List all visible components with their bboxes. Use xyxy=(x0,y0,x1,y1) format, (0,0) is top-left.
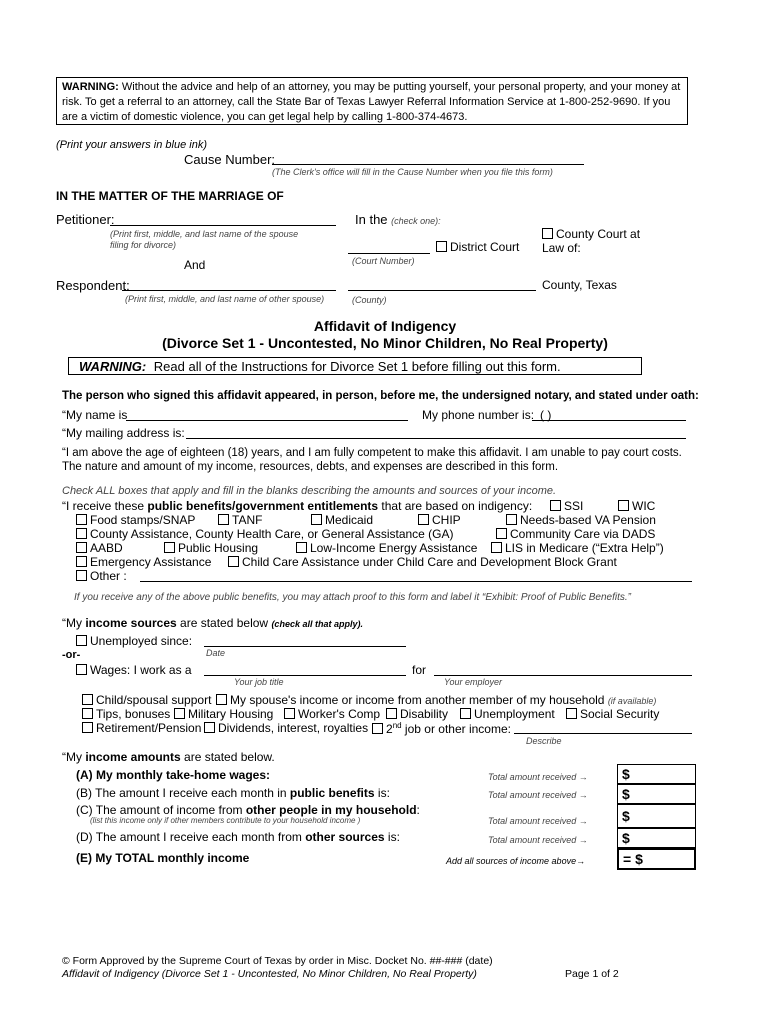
wic-label: WIC xyxy=(632,499,656,513)
benefits-lead-c: that are based on indigency: xyxy=(378,499,533,513)
unemployment-label: Unemployment xyxy=(474,707,555,721)
child-care-checkbox[interactable] xyxy=(228,556,239,567)
row-b-label-a: (B) The amount I receive each month in xyxy=(76,786,290,800)
row-d-hint: Total amount received → xyxy=(488,835,588,845)
row-a-label: (A) My monthly take-home wages: xyxy=(76,768,271,782)
employer-hint: Your employer xyxy=(444,677,503,687)
unemployed-label: Unemployed since: xyxy=(90,634,193,648)
for-label: for xyxy=(412,663,427,677)
food-stamps-option[interactable] xyxy=(76,513,195,527)
row-b-label xyxy=(76,786,390,800)
cause-number-field[interactable] xyxy=(272,164,584,165)
row-a-hint: Total amount received → xyxy=(488,772,588,782)
military-checkbox[interactable] xyxy=(174,708,185,719)
instructions-warning-text: Read all of the Instructions for Divorce Set 1 before filling out this form. xyxy=(153,359,561,374)
tanf-checkbox[interactable] xyxy=(218,514,229,525)
unemployed-date-field[interactable] xyxy=(204,646,406,647)
unemployed-option[interactable] xyxy=(76,634,192,648)
footer-page: Page 1 of 2 xyxy=(565,968,619,980)
income-sources-lead-c: are stated below xyxy=(176,616,272,630)
military-option[interactable] xyxy=(174,707,273,721)
spouse-income-label: My spouse's income or income from another member of my household xyxy=(230,693,605,707)
emergency-checkbox[interactable] xyxy=(76,556,87,567)
income-sources-lead xyxy=(62,616,363,630)
instructions-warning-box xyxy=(68,357,642,375)
job-title-hint: Your job title xyxy=(234,677,284,687)
row-d-label-a: (D) The amount I receive each month from xyxy=(76,830,306,844)
oath-intro: The person who signed this affidavit appeared, in person, before me, the undersigned notary, and stated under oath: xyxy=(62,390,699,402)
emergency-option[interactable] xyxy=(76,555,211,569)
unemployed-checkbox[interactable] xyxy=(76,635,87,646)
child-care-label: Child Care Assistance under Child Care and Development Block Grant xyxy=(242,555,617,569)
name-field[interactable] xyxy=(126,420,408,421)
row-b-dollar: $ xyxy=(622,786,630,802)
income-amounts-lead-c: are stated below. xyxy=(180,750,275,764)
phone-area-code: ( ) xyxy=(540,408,552,422)
address-field[interactable] xyxy=(186,438,686,439)
row-b-amount[interactable] xyxy=(617,784,696,804)
respondent-field[interactable] xyxy=(122,290,336,291)
describe-hint: Describe xyxy=(526,736,562,746)
competency-statement-2: The nature and amount of my income, resources, debts, and expenses are described in this form. xyxy=(62,461,559,473)
dividends-label: Dividends, interest, royalties xyxy=(218,721,369,735)
total-dollar: = $ xyxy=(623,851,643,867)
court-number-hint: (Court Number) xyxy=(352,256,415,266)
public-housing-option[interactable] xyxy=(164,541,258,555)
community-care-label: Community Care via DADS xyxy=(510,527,656,541)
public-housing-checkbox[interactable] xyxy=(164,542,175,553)
chip-option[interactable] xyxy=(418,513,461,527)
row-b-label-c: is: xyxy=(374,786,390,800)
income-sources-lead-d: (check all that apply). xyxy=(271,619,363,629)
row-e-label-a: (E) My xyxy=(76,851,116,865)
row-d-amount[interactable] xyxy=(617,828,696,848)
dividends-option[interactable] xyxy=(204,721,368,735)
other-benefit-checkbox[interactable] xyxy=(76,570,87,581)
military-label: Military Housing xyxy=(188,707,274,721)
phone-field[interactable] xyxy=(532,420,686,421)
cause-number-hint: (The Clerk's office will fill in the Cause Number when you file this form) xyxy=(272,167,553,177)
row-e-hint: Add all sources of income above→ xyxy=(446,856,586,866)
second-job-checkbox[interactable] xyxy=(372,723,383,734)
chip-label: CHIP xyxy=(432,513,461,527)
va-pension-label: Needs-based VA Pension xyxy=(520,513,656,527)
disability-label: Disability xyxy=(400,707,449,721)
dividends-checkbox[interactable] xyxy=(204,722,215,733)
form-subtitle: (Divorce Set 1 - Uncontested, No Minor Children, No Real Property) xyxy=(162,335,608,351)
energy-assistance-checkbox[interactable] xyxy=(296,542,307,553)
row-b-hint: Total amount received → xyxy=(488,790,588,800)
unemployment-option[interactable] xyxy=(460,707,555,721)
other-benefit-field[interactable] xyxy=(140,581,692,582)
medicaid-option[interactable] xyxy=(311,513,373,527)
county-assistance-option[interactable] xyxy=(76,527,454,541)
row-a-dollar: $ xyxy=(622,766,630,782)
proof-note: If you receive any of the above public benefits, you may attach proof to this form and label it “Exhibit: Proof of Public Benefits.” xyxy=(74,592,631,603)
aabd-checkbox[interactable] xyxy=(76,542,87,553)
row-d-label-b: other sources xyxy=(305,830,385,844)
food-stamps-label: Food stamps/SNAP xyxy=(90,513,196,527)
county-court-label-2: Law of: xyxy=(542,241,581,255)
child-care-option[interactable] xyxy=(228,555,617,569)
footer-form-name: Affidavit of Indigency (Divorce Set 1 - Uncontested, No Minor Children, No Real Property) xyxy=(62,968,477,980)
benefits-lead xyxy=(62,499,532,513)
other-benefit-label: Other : xyxy=(90,569,127,583)
row-c-amount[interactable] xyxy=(617,804,696,828)
row-c-received-hint: Total amount received → xyxy=(488,816,588,826)
in-the-text: In the xyxy=(355,212,388,227)
employer-field[interactable] xyxy=(434,675,692,676)
respondent-label: Respondent: xyxy=(56,278,130,293)
ssi-checkbox[interactable] xyxy=(550,500,561,511)
second-job-sup: nd xyxy=(392,721,402,730)
petitioner-hint-1: (Print first, middle, and last name of the spouse xyxy=(110,229,299,239)
energy-assistance-label: Low-Income Energy Assistance xyxy=(310,541,478,555)
child-support-checkbox[interactable] xyxy=(82,694,93,705)
wages-label: Wages: I work as a xyxy=(90,663,192,677)
spouse-income-checkbox[interactable] xyxy=(216,694,227,705)
benefits-instruction: Check ALL boxes that apply and fill in the blanks describing the amounts and sources of your income. xyxy=(62,485,557,497)
other-benefit-option[interactable] xyxy=(76,569,127,583)
income-amounts-lead-b: income amounts xyxy=(85,750,181,764)
lis-checkbox[interactable] xyxy=(491,542,502,553)
social-security-label: Social Security xyxy=(580,707,660,721)
other-income-field[interactable] xyxy=(514,733,692,734)
ssi-label: SSI xyxy=(564,499,584,513)
chip-checkbox[interactable] xyxy=(418,514,429,525)
workers-comp-option[interactable] xyxy=(284,707,380,721)
community-care-option[interactable] xyxy=(496,527,655,541)
unemployment-checkbox[interactable] xyxy=(460,708,471,719)
petitioner-label: Petitioner: xyxy=(56,212,115,227)
child-support-option[interactable] xyxy=(82,693,211,707)
if-available-hint: (if available) xyxy=(607,696,657,706)
matter-heading: IN THE MATTER OF THE MARRIAGE OF xyxy=(56,189,284,203)
petitioner-field[interactable] xyxy=(110,225,336,226)
lis-option[interactable] xyxy=(491,541,664,555)
income-amounts-lead-a: “My xyxy=(62,750,86,764)
row-b-label-b: public benefits xyxy=(289,786,375,800)
va-pension-checkbox[interactable] xyxy=(506,514,517,525)
child-support-label: Child/spousal support xyxy=(96,693,212,707)
public-housing-label: Public Housing xyxy=(178,541,259,555)
district-court-option[interactable] xyxy=(436,240,519,254)
second-job-label: job or other income: xyxy=(401,722,511,736)
lis-label: LIS in Medicare (“Extra Help”) xyxy=(505,541,664,555)
row-d-label xyxy=(76,830,400,844)
phone-label: My phone number is: xyxy=(422,408,535,422)
row-e-label-b: TOTAL xyxy=(115,851,155,865)
second-job-option[interactable] xyxy=(372,721,511,736)
print-note: (Print your answers in blue ink) xyxy=(56,139,208,151)
disability-checkbox[interactable] xyxy=(386,708,397,719)
wic-option[interactable] xyxy=(618,499,655,513)
footer-approval: © Form Approved by the Supreme Court of Texas by order in Misc. Docket No. ##-### (date) xyxy=(62,955,493,967)
wic-checkbox[interactable] xyxy=(618,500,629,511)
total-amount[interactable] xyxy=(617,848,696,870)
instructions-warning-label: WARNING: xyxy=(79,359,147,374)
respondent-hint: (Print first, middle, and last name of other spouse) xyxy=(125,294,325,304)
cause-number-label: Cause Number: xyxy=(184,152,276,167)
wages-checkbox[interactable] xyxy=(76,664,87,675)
district-court-checkbox[interactable] xyxy=(436,241,447,252)
benefits-lead-a: “I receive these xyxy=(62,499,148,513)
aabd-label: AABD xyxy=(90,541,123,555)
county-field[interactable] xyxy=(348,290,536,291)
community-care-checkbox[interactable] xyxy=(496,528,507,539)
date-hint: Date xyxy=(206,648,226,658)
row-c-label xyxy=(76,803,420,817)
row-c-hint: (list this income only if other members contribute to your household income ) xyxy=(90,816,361,825)
row-a-amount[interactable] xyxy=(617,764,696,784)
retirement-label: Retirement/Pension xyxy=(96,721,202,735)
benefits-lead-b: public benefits/government entitlements xyxy=(147,499,379,513)
ssi-option[interactable] xyxy=(550,499,583,513)
county-texas-label: County, Texas xyxy=(542,278,617,292)
workers-comp-checkbox[interactable] xyxy=(284,708,295,719)
tanf-label: TANF xyxy=(232,513,263,527)
district-court-label: District Court xyxy=(450,240,520,254)
income-sources-lead-a: “My xyxy=(62,616,86,630)
county-assistance-checkbox[interactable] xyxy=(76,528,87,539)
petitioner-hint-2: filing for divorce) xyxy=(110,240,177,250)
competency-statement-1: “I am above the age of eighteen (18) years, and I am fully competent to make this affidavit. I am unable to pay court costs. xyxy=(62,447,682,459)
va-pension-option[interactable] xyxy=(506,513,656,527)
energy-assistance-option[interactable] xyxy=(296,541,477,555)
tanf-option[interactable] xyxy=(218,513,262,527)
workers-comp-label: Worker's Comp xyxy=(298,707,381,721)
county-assistance-label: County Assistance, County Health Care, or General Assistance (GA) xyxy=(90,527,454,541)
row-c-label-c: : xyxy=(416,803,420,817)
county-hint: (County) xyxy=(352,295,387,305)
check-one-hint: (check one): xyxy=(391,216,441,226)
medicaid-label: Medicaid xyxy=(325,513,374,527)
warning-label: WARNING: xyxy=(62,81,119,93)
row-d-label-c: is: xyxy=(384,830,400,844)
medicaid-checkbox[interactable] xyxy=(311,514,322,525)
row-e-label xyxy=(76,851,249,865)
name-label: “My name is xyxy=(62,408,128,422)
disability-option[interactable] xyxy=(386,707,448,721)
in-the-label xyxy=(355,212,441,227)
row-c-dollar: $ xyxy=(622,808,630,824)
social-security-checkbox[interactable] xyxy=(566,708,577,719)
or-label: -or- xyxy=(62,649,81,661)
retirement-checkbox[interactable] xyxy=(82,722,93,733)
job-title-field[interactable] xyxy=(204,675,406,676)
income-amounts-lead xyxy=(62,750,275,764)
spouse-income-option[interactable] xyxy=(216,693,656,707)
retirement-option[interactable] xyxy=(82,721,201,735)
court-number-field[interactable] xyxy=(348,253,430,254)
county-court-checkbox[interactable] xyxy=(542,228,553,239)
form-title: Affidavit of Indigency xyxy=(313,318,457,334)
tips-option[interactable] xyxy=(82,707,170,721)
row-e-label-c: monthly income xyxy=(154,851,250,865)
aabd-option[interactable] xyxy=(76,541,123,555)
income-sources-lead-b: income sources xyxy=(85,616,177,630)
social-security-option[interactable] xyxy=(566,707,659,721)
tips-label: Tips, bonuses xyxy=(96,707,171,721)
tips-checkbox[interactable] xyxy=(82,708,93,719)
food-stamps-checkbox[interactable] xyxy=(76,514,87,525)
second-job-num: 2 xyxy=(386,722,393,736)
row-d-dollar: $ xyxy=(622,830,630,846)
warning-text: Without the advice and help of an attorney, you may be putting yourself, your personal property, and your money at risk. To get a referral to an attorney, call the State Bar of Texas Lawyer Referral Information Service at 1-800-252-9690. If you are a victim of domestic violence, you can get legal help by calling 1-800-374-4673. xyxy=(62,81,681,123)
warning-box xyxy=(56,77,688,125)
row-c-label-a: (C) The amount of income from xyxy=(76,803,246,817)
county-court-label-1: County Court at xyxy=(556,227,641,241)
address-label: “My mailing address is: xyxy=(62,426,185,440)
row-c-label-b: other people in my household xyxy=(245,803,417,817)
county-court-option[interactable] xyxy=(542,227,640,241)
emergency-label: Emergency Assistance xyxy=(90,555,212,569)
wages-option[interactable] xyxy=(76,663,192,677)
and-label: And xyxy=(184,258,206,272)
